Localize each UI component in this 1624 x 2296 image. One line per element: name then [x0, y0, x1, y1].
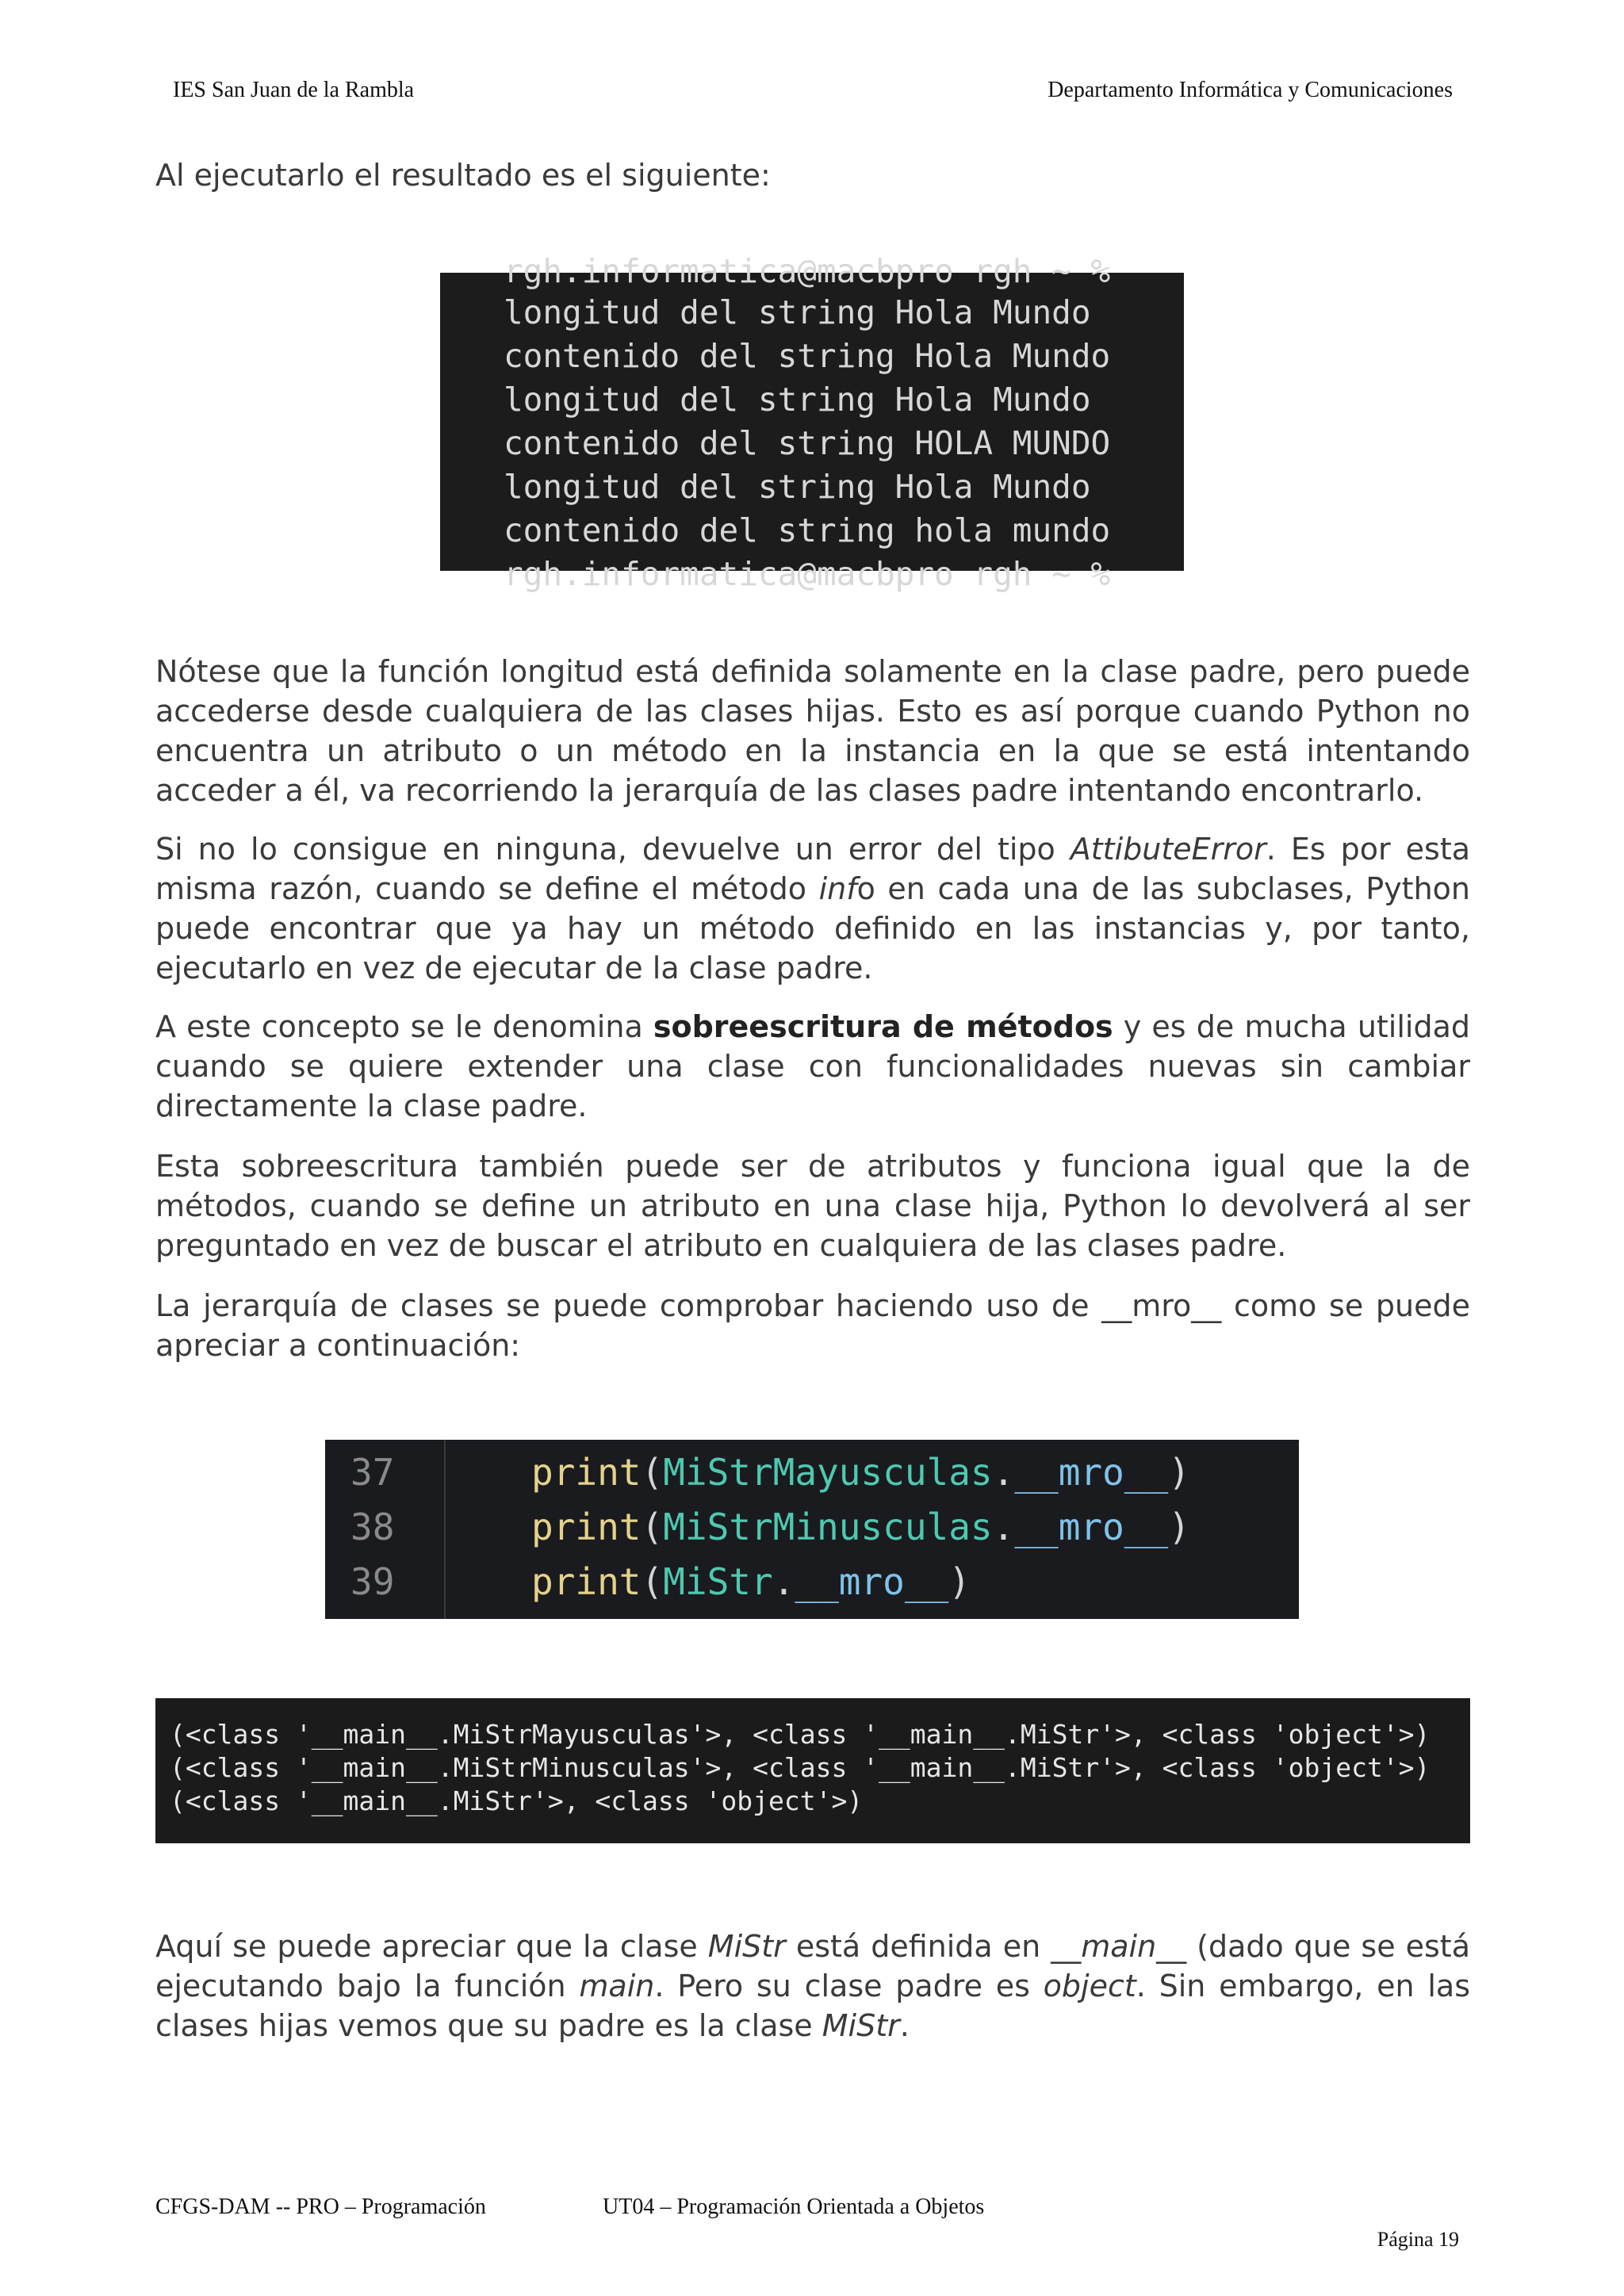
term-overriding: sobreescritura de métodos	[653, 1009, 1113, 1044]
code-line: print(MiStrMinusculas.__mro__)	[531, 1506, 1190, 1548]
terminal-output-image	[440, 252, 1184, 593]
term-attribute-error: AttibuteError	[1070, 832, 1266, 867]
paragraph-attribute-error: Si no lo consigue en ninguna, devuelve un error del tipo AttibuteError. Es por esta misma razón, cuando se define el método info en cada una de las subclases, Python puede encontrar que ya hay un método definido en las instancias y, por tanto, ejecutarlo en vez de ejecutar de la clase padre.	[155, 832, 1470, 985]
code-line: print(MiStr.__mro__)	[531, 1560, 971, 1603]
terminal-line: contenido del string hola mundo	[504, 511, 1111, 549]
page-number: Página 19	[1377, 2228, 1459, 2251]
code-editor-image	[325, 1440, 1299, 1619]
mro-output-image	[155, 1698, 1470, 1843]
paragraph-inheritance: Nótese que la función longitud está definida solamente en la clase padre, pero puede accederse desde cualquiera de las clases hijas. Esto es así porque cuando Python no encuentra un atributo o un método en la instancia en la que se está intentando acceder a él, va recorriendo la jerarquía de las clases padre intentando encontrarlo.	[155, 654, 1470, 808]
header-department: Departamento Informática y Comunicaciones	[1048, 78, 1453, 102]
code-line: print(MiStrMayusculas.__mro__)	[531, 1451, 1190, 1494]
line-number: 39	[350, 1560, 395, 1603]
mro-output-line: (<class '__main__.MiStrMinusculas'>, <class '__main__.MiStr'>, <class 'object'>)	[170, 1752, 1431, 1783]
line-number: 38	[350, 1506, 395, 1548]
term-main: main	[1081, 1929, 1157, 1964]
terminal-line: longitud del string Hola Mundo	[504, 293, 1091, 331]
terminal-line: rgh.informatica@macbpro rgh ~ %	[504, 252, 1130, 290]
footer-course: CFGS-DAM -- PRO – Programación	[155, 2195, 486, 2219]
term-main-function: main	[579, 1969, 655, 2003]
terminal-line: contenido del string Hola Mundo	[504, 337, 1111, 375]
terminal-line: contenido del string HOLA MUNDO	[504, 424, 1111, 462]
line-number: 37	[350, 1451, 395, 1494]
header-school: IES San Juan de la Rambla	[173, 78, 415, 102]
intro-text: Al ejecutarlo el resultado es el siguiente:	[155, 158, 771, 193]
term-mistr-parent: MiStr	[822, 2008, 900, 2043]
paragraph-overriding: A este concepto se le denomina sobreescritura de métodos y es de mucha utilidad cuando se quiere extender una clase con funcionalidades nuevas sin cambiar directamente la clase padre.	[155, 1009, 1471, 1123]
mro-output-line: (<class '__main__.MiStrMayusculas'>, <class '__main__.MiStr'>, <class 'object'>)	[170, 1719, 1431, 1750]
term-mistr: MiStr	[707, 1929, 786, 1964]
mro-output-line: (<class '__main__.MiStr'>, <class 'object'>)	[170, 1785, 864, 1816]
terminal-line: longitud del string Hola Mundo	[504, 468, 1091, 506]
paragraph-mro: La jerarquía de clases se puede comprobar haciendo uso de __mro__ como se puede apreciar a continuación:	[155, 1288, 1470, 1363]
terminal-line: rgh.informatica@macbpro rgh ~ %	[504, 555, 1111, 593]
terminal-line: longitud del string Hola Mundo	[504, 381, 1091, 419]
paragraph-main-explanation: Aquí se puede apreciar que la clase MiStr está definida en __main__ (dado que se está ejecutando bajo la función main. Pero su clase padre es object. Sin embargo, en las clases hijas vemos que su padre es la clase MiStr.	[155, 1929, 1470, 2043]
term-object: object	[1043, 1969, 1136, 2003]
term-info: inf	[818, 871, 857, 906]
paragraph-attribute-overriding: Esta sobreescritura también puede ser de atributos y funciona igual que la de métodos, cuando se define un atributo en una clase hija, Python lo devolverá al ser preguntado en vez de buscar el atributo en cualquiera de las clases padre.	[155, 1149, 1470, 1263]
footer-unit: UT04 – Programación Orientada a Objetos	[603, 2195, 985, 2219]
